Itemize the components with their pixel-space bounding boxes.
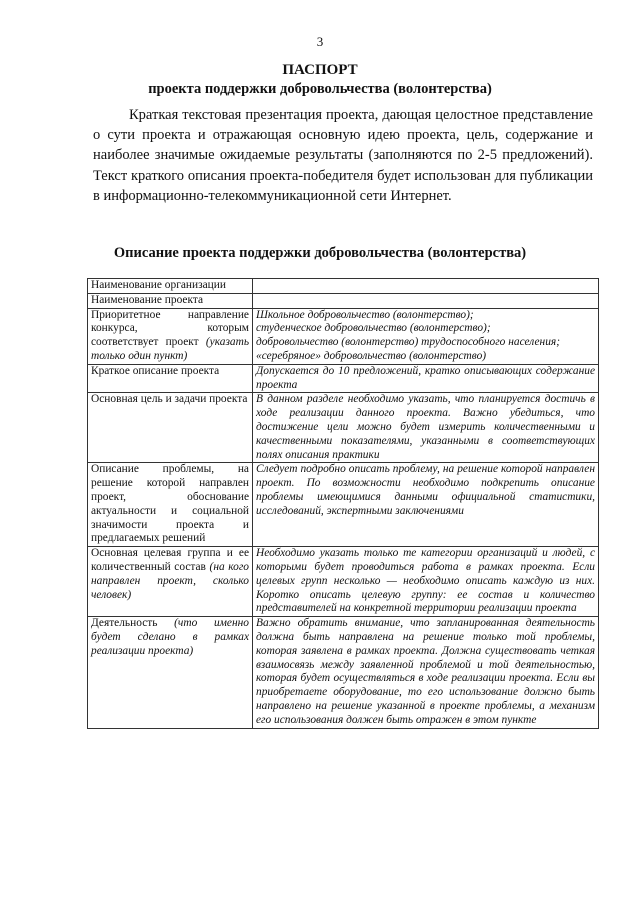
table-row — [88, 547, 599, 617]
intro-paragraph: Краткая текстовая презентация проекта, дающая целостное представление о сути проекта и отражающая основную идею проекта, цель, содержание и наиболее значимые ожидаемые результаты (заполняются по 2-5 предложений). Текст краткого описания проекта-победителя будет использован для публикации в информационно-телекоммуникационной сети Интернет. — [93, 107, 593, 204]
row-label-activity: Деятельность (что именно будет сделано в рамках реализации проекта) — [88, 617, 253, 728]
table-row — [88, 293, 599, 308]
row-value-priority-direction — [253, 308, 599, 364]
row-label-goal: Основная цель и задачи проекта — [88, 393, 253, 463]
row-value-organization — [253, 279, 599, 294]
row-label-target-group: Основная целевая группа и ее количественный состав (на кого направлен проект, сколько человек) — [88, 547, 253, 617]
row-value-short-description: Допускается до 10 предложений, кратко описывающих содержание проекта — [253, 364, 599, 393]
table-row — [88, 393, 599, 463]
project-passport-table — [87, 278, 599, 729]
row-value-activity: Важно обратить внимание, что запланированная деятельность должна быть направлена на решение только той проблемы, которая заявлена в рамках проекта. Должна существовать четкая взаимосвязь между заявленной проблемой и той деятельностью, которая будет осуществляться в ходе реализации проекта. Если вы приобретаете оборудование, то его использование должно быть направлено на решение указанной в проекте проблемы, а механизм его использования должен быть отражен в этом пункте — [253, 617, 599, 728]
row-value-problem: Следует подробно описать проблему, на решение которой направлен проект. По возможности необходимо подкрепить описание проблемы имеющимися данными официальной статистики, исследований, экспертными заключениями — [253, 463, 599, 547]
row-value-project-name — [253, 293, 599, 308]
row-value-target-group: Необходимо указать только те категории организаций и людей, с которыми будет проводиться работа в рамках проекта. Если целевых групп несколько — необходимо описать каждую из них. Коротко описать целевую группу: ее состав и количество представителей на конкретной территории реализации проекта — [253, 547, 599, 617]
table-row — [88, 279, 599, 294]
row-label-note: (что именно будет сделано в рамках реализации проекта) — [91, 617, 249, 657]
row-label-note: (на кого направлен проект, сколько человек) — [91, 560, 249, 601]
priority-option: добровольчество (волонтерство) трудоспособного населения; — [256, 336, 560, 349]
row-label-problem: Описание проблемы, на решение которой направлен проект, обоснование актуальности и социальной значимости проекта и предлагаемых решений — [88, 463, 253, 547]
priority-option: Школьное добровольчество (волонтерство); — [256, 308, 474, 321]
document-title: ПАСПОРТ — [282, 62, 358, 78]
table-row — [88, 617, 599, 728]
row-label-project-name: Наименование проекта — [88, 293, 253, 308]
priority-option: студенческое добровольчество (волонтерство); — [256, 322, 491, 335]
priority-option: «серебряное» добровольчество (волонтерство) — [256, 349, 487, 362]
table-row — [88, 463, 599, 547]
row-value-goal: В данном разделе необходимо указать, что планируется достичь в ходе реализации данного проекта. Важно убедиться, что достижение цели можно будет измерить количественными и качественными показателями, указанными в соответствующих полях описания практики — [253, 393, 599, 463]
table-row — [88, 308, 599, 364]
row-label-priority-direction: Приоритетное направление конкурса, которым соответствует проект (указать только один пункт) — [88, 308, 253, 364]
table-title: Описание проекта поддержки добровольчества (волонтерства) — [113, 245, 527, 261]
document-subtitle: проекта поддержки добровольчества (волонтерства) — [148, 81, 492, 97]
row-label-organization: Наименование организации — [88, 279, 253, 294]
table-row — [88, 364, 599, 393]
row-label-note: (указать только один пункт) — [91, 336, 249, 362]
row-label-short-description: Краткое описание проекта — [88, 364, 253, 393]
page-number: 3 — [316, 34, 324, 49]
